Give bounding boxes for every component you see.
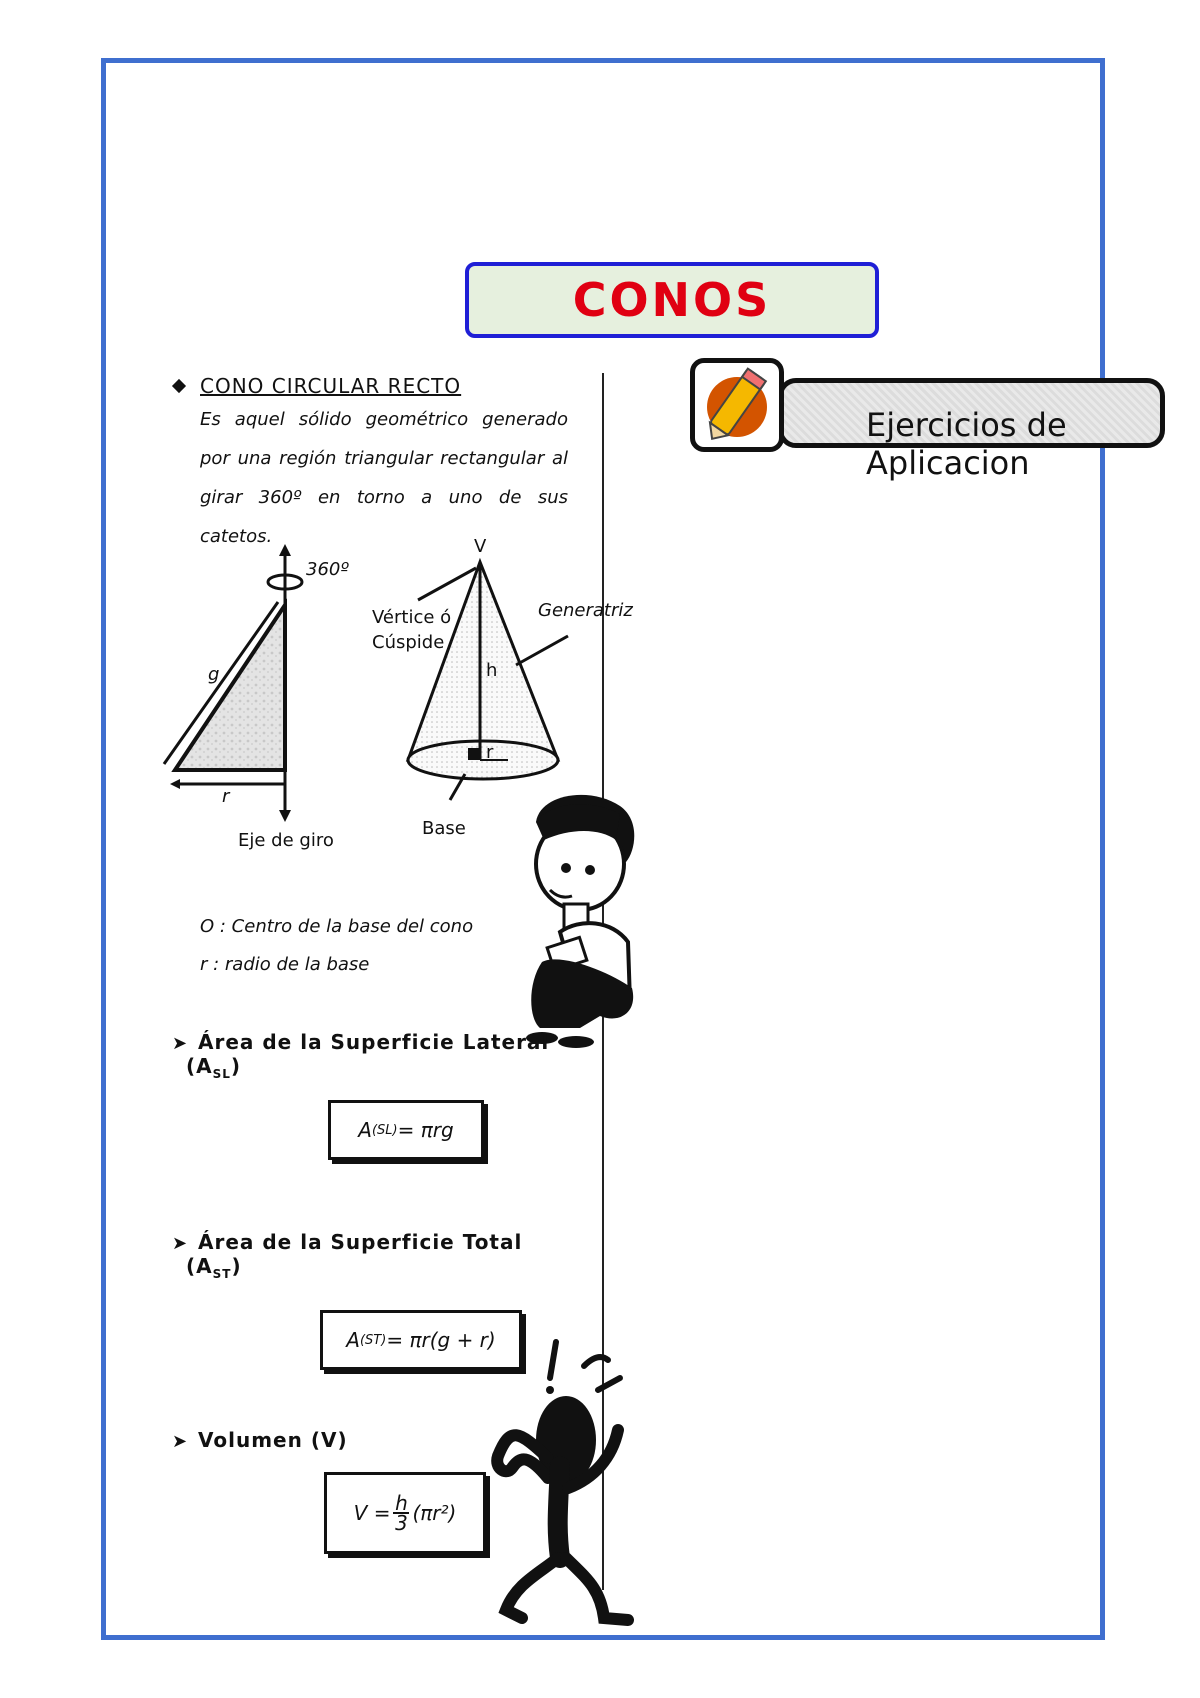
total-formula-lhs: A [346, 1328, 360, 1352]
section-description: Es aquel sólido geométrico generado por una región triangular rectangular al girar 360º en torno a uno de sus catetos. [200, 409, 568, 547]
section-heading [174, 374, 461, 398]
total-area-heading [172, 1230, 568, 1286]
volume-formula-lhs: V = [353, 1501, 391, 1525]
h-label: h [486, 660, 498, 681]
volume-numerator: h [395, 1491, 408, 1515]
diamond-bullet-icon [172, 379, 186, 393]
title-banner [465, 262, 879, 338]
arrow-bullet-icon: ➤ [172, 1431, 189, 1452]
total-formula-sub: (ST) [359, 1332, 387, 1348]
g-label: g [208, 664, 220, 685]
volume-formula [324, 1472, 486, 1554]
generatrix-label: Generatriz [538, 600, 633, 621]
vertex-name-line1: Vértice ó [372, 607, 452, 628]
volume-fraction [393, 1491, 409, 1535]
arrow-bullet-icon: ➤ [172, 1233, 189, 1254]
vertex-label: V [474, 536, 487, 557]
lateral-area-heading-text: Área de la Superficie Lateral (A [186, 1030, 550, 1078]
volume-denominator: 3 [395, 1511, 408, 1535]
volume-heading-text: Volumen (V) [198, 1428, 348, 1452]
vertex-name-line2: Cúspide [372, 632, 445, 653]
lateral-formula-sub: (SL) [371, 1122, 398, 1138]
boy-cartoon-illustration [520, 792, 670, 1052]
rotation-label: 360º [306, 559, 349, 580]
lateral-area-heading [172, 1030, 568, 1086]
arrow-bullet-icon: ➤ [172, 1033, 189, 1054]
total-area-heading-end: ) [231, 1254, 242, 1278]
confused-figure-illustration [488, 1338, 668, 1638]
total-area-heading-text: Área de la Superficie Total (A [186, 1230, 523, 1278]
r-definition: r : radio de la base [200, 954, 370, 975]
pencil-icon [690, 358, 784, 452]
axis-label: Eje de giro [238, 830, 334, 851]
lateral-area-formula [328, 1100, 484, 1160]
lateral-area-heading-sub: SL [212, 1067, 231, 1081]
page-title: CONOS [572, 273, 772, 327]
cone-figure [408, 562, 568, 800]
r-label-triangle: r [222, 786, 230, 807]
total-area-heading-sub: ST [212, 1267, 232, 1281]
triangle-figure [164, 544, 302, 822]
lateral-formula-rhs: = πrg [397, 1118, 454, 1142]
o-definition: O : Centro de la base del cono [200, 916, 474, 937]
total-formula-rhs: = πr(g + r) [386, 1328, 496, 1352]
lateral-area-heading-end: ) [230, 1054, 242, 1078]
badge-label: Ejercicios de Aplicacion [866, 406, 1067, 482]
lateral-formula-lhs: A [358, 1118, 372, 1142]
base-label: Base [422, 818, 466, 839]
section-heading-text: CONO CIRCULAR RECTO [200, 374, 462, 398]
r-label-cone: r [486, 742, 494, 763]
volume-formula-rhs: (πr²) [412, 1501, 457, 1525]
